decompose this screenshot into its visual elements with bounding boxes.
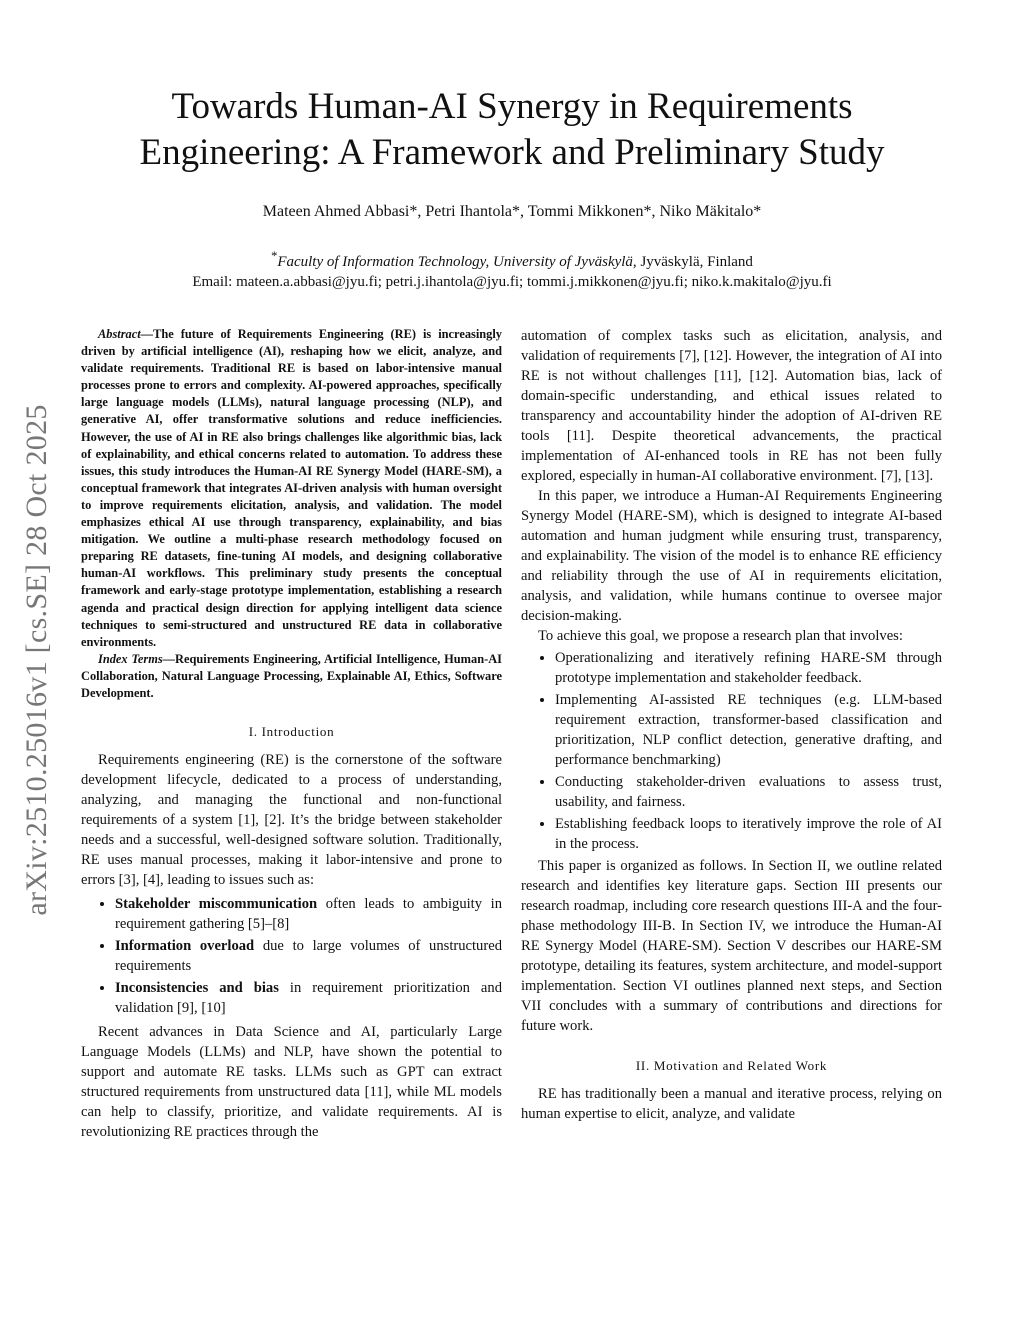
intro-paragraph-2: Recent advances in Data Science and AI, particularly Large Language Models (LLMs) and NLP, have shown the potential to support and automate RE tasks. LLMs such as GPT can extract structured requirements from unstructured data [11], while ML models can help to classify, prioritize, and validate requirements. AI is revolutionizing RE practices through the [81,1024,502,1141]
issue-term: Inconsistencies and bias [115,980,279,997]
section-heading-motivation: II. Motivation and Related Work [635,1058,828,1073]
plan-item: • Implementing AI-assisted RE techniques (e.g. LLM-based requirement extraction, transformer-based classification and prioritization, NLP conflict detection, generative drafting, and performance benchmarking) [555,690,942,770]
motivation-paragraph-1: RE has traditionally been a manual and iterative process, relying on human expertise to elicit, analyze, and validate [521,1086,942,1122]
paper-title-line-1: Towards Human-AI Synergy in Requirements [171,86,853,127]
issues-list [81,894,502,1018]
index-terms-label: Index Terms— [98,651,176,666]
paper-title-line-2: Engineering: A Framework and Preliminary Study [139,132,885,173]
abstract-text: The future of Requirements Engineering (RE) is increasingly driven by artificial intelligence (AI), reshaping how we elicit, analyze, and validate requirements. Traditional RE is based on labor-intensive manual processes prone to errors and complexity. AI-powered approaches, specifically large language models (LLMs), natural language processing (NLP), and generative AI, offer transformative solutions and reduce inefficiencies. However, the use of AI in RE also brings challenges like algorithmic bias, lack of explainability, and ethical concerns related to automation. To address these issues, this study introduces the Human-AI RE Synergy Model (HARE-SM), a conceptual framework that integrates AI-driven analysis with human oversight to improve requirements elicitation, analysis, and validation. The model emphasizes ethical AI use through transparency, explainability, and bias mitigation. We outline a multi-phase research methodology focused on preparing RE datasets, fine-tuning AI models, and designing collaborative human-AI workflows. This preliminary study presents the conceptual framework and early-stage prototype implementation, establishing a research agenda and practical design direction for applying intelligent data science techniques to semi-structured and unstructured RE data in collaborative environments. [81,327,502,649]
intro-paragraph-1: Requirements engineering (RE) is the cornerstone of the software development lifecycle, dedicated to a process of understanding, analyzing, and managing the functional and non-functional requirements of a system [1], [2]. It’s the bridge between stakeholder needs and a successful, well-designed software solution. Traditionally, RE uses manual processes, making it labor-intensive and prone to errors [3], [4], leading to issues such as: [81,752,502,889]
abstract [81,326,502,651]
issue-item [115,936,502,976]
email-line: Email: mateen.a.abbasi@jyu.fi; petri.j.ihantola@jyu.fi; tommi.j.mikkonen@jyu.fi; niko.k.makitalo@jyu.fi [192,274,832,290]
author-list: Mateen Ahmed Abbasi*, Petri Ihantola*, Tommi Mikkonen*, Niko Mäkitalo* [262,203,762,220]
plan-item: • Operationalizing and iteratively refining HARE-SM through prototype implementation and stakeholder feedback. [555,648,942,688]
issue-text: often leads to ambiguity in requirement gathering [5]–[8] [115,896,502,933]
intro-paragraph-6: This paper is organized as follows. In Section II, we outline related research and identifies key literature gaps. Section III presents our research roadmap, including core research questions III-A and the four-phase methodology III-B. In Section IV, we introduce the Human-AI RE Synergy Model (HARE-SM). Section V describes our HARE-SM prototype, detailing its features, system architecture, and model-support implementation. Section VI outlines planned next steps, and Section VII concludes with a summary of contributions and directions for future work. [521,858,942,1034]
affiliation-institution: Faculty of Information Technology, University of Jyväskylä, [277,254,637,270]
intro-paragraph-4: In this paper, we introduce a Human-AI Requirements Engineering Synergy Model (HARE-SM), which is designed to integrate AI-based automation and human judgment while ensuring trust, transparency, and explainability. The vision of the model is to enhance RE efficiency and reliability through the use of AI in requirements elicitation, analysis, and validation, while humans continue to oversee major decision-making. [521,488,942,624]
paper-title [80,84,944,176]
affiliation-line [80,246,944,272]
intro-paragraph-3: automation of complex tasks such as elicitation, analysis, and validation of requirements [7], [12]. However, the integration of AI into RE is not without challenges [11], [12]. Automation bias, lack of domain-specific understanding, and ethical issues related to transparency and accountability hinder the adoption of AI-driven RE tools [11]. Despite theoretical advancements, the practical implementation of AI-enhanced tools in RE has not been fully explored, especially in human-AI collaborative environment. [7], [13]. [521,328,942,484]
right-column [521,326,942,1124]
plan-item: • Establishing feedback loops to iteratively improve the role of AI in the process. [555,814,942,854]
issue-term: Information overload [115,938,255,955]
issue-term: Stakeholder miscommunication [115,896,318,913]
index-terms [81,651,502,702]
affiliation-marker: * [271,249,278,263]
intro-paragraph-5: To achieve this goal, we propose a research plan that involves: [538,628,903,644]
affiliation-block [80,246,944,292]
section-heading-introduction: I. Introduction [248,724,335,740]
issue-text: in requirement prioritization and validation [9], [10] [115,980,502,1017]
affiliation-place: Jyväskylä, Finland [636,254,753,270]
research-plan-list [521,648,942,854]
abstract-label: Abstract— [98,327,154,341]
plan-item: • Conducting stakeholder-driven evaluations to assess trust, usability, and fairness. [555,772,942,812]
arxiv-identifier: arXiv:2510.25016v1 [cs.SE] 28 Oct 2025 [20,404,53,916]
left-column [81,326,502,1142]
issue-text: due to large volumes of unstructured requirements [115,938,502,975]
issue-item [115,894,502,934]
issue-item [115,978,502,1018]
index-terms-text: Requirements Engineering, Artificial Intelligence, Human-AI Collaboration, Natural Language Processing, Explainable AI, Ethics, Software Development. [81,651,502,700]
